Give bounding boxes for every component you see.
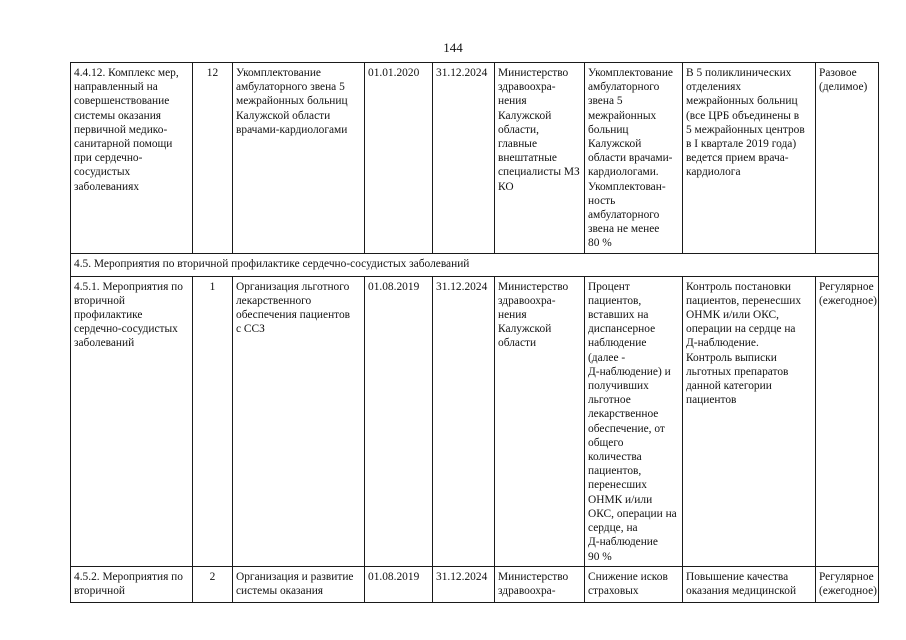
cell-start-date [365, 566, 433, 602]
cell-type [816, 566, 879, 602]
cell-text-line: (все ЦРБ объединены в [686, 109, 800, 122]
cell-text-line: 31.12.2024 [436, 570, 488, 583]
cell-text-line: профилактике [74, 309, 143, 322]
cell-text-line: при сердечно- [74, 152, 143, 165]
table-row [71, 276, 879, 566]
cell-text-line: 80 % [588, 237, 612, 250]
cell-text-line: Калужской [498, 109, 552, 122]
cell-text-line: Контроль выписки [686, 351, 777, 364]
cell-text-line: межрайонных больниц [686, 95, 798, 108]
cell-executor [495, 63, 585, 254]
cell-text-line: количества [588, 451, 642, 464]
cell-text-line: Министерство [498, 67, 569, 79]
section-title: 4.5. Мероприятия по вторичной профилактике сердечно-сосудистых заболеваний [71, 253, 879, 276]
cell-text-line: санитарной помощи [74, 138, 173, 151]
cell-text-line: области врачами- [588, 152, 673, 165]
cell-number [193, 566, 233, 602]
cell-text-line: звена не менее [588, 223, 660, 236]
cell-action [233, 63, 365, 254]
cell-text-line: Д-наблюдение [588, 536, 658, 549]
cell-action [233, 276, 365, 566]
cell-text-line: Снижение исков [588, 570, 668, 583]
cell-text-line: обеспечение, от [588, 422, 665, 435]
cell-text-line: Министерство [498, 570, 569, 583]
cell-text-line: Организация и развитие [236, 570, 354, 583]
cell-text-line: оказания медицинской [686, 584, 797, 597]
cell-text-line: (делимое) [819, 81, 868, 94]
cell-text-line: 4.4.12. Комплекс мер, [74, 67, 179, 79]
cell-text-line: вторичной [74, 294, 126, 307]
cell-indicator [585, 566, 683, 602]
cell-text-line: сердце, на [588, 522, 638, 535]
cell-indicator [585, 276, 683, 566]
cell-text-line: пациентов, [588, 294, 642, 307]
cell-text-line: 4.5.2. Мероприятия по [74, 570, 183, 583]
cell-number [193, 63, 233, 254]
cell-text-line: общего [588, 436, 624, 449]
cell-text-line: Укомплектование [588, 67, 673, 79]
cell-text-line: Калужской [498, 323, 552, 336]
cell-text-line: сосудистых [74, 166, 131, 179]
cell-text-line: (ежегодное) [819, 584, 877, 597]
cell-text-line: 12 [206, 67, 219, 79]
cell-action [233, 566, 365, 602]
cell-text-line: получивших [588, 380, 649, 393]
cell-text-line: здравоохра- [498, 81, 556, 94]
cell-result [683, 276, 816, 566]
cell-end-date [433, 566, 495, 602]
cell-text-line: страховых [588, 584, 639, 597]
cell-text-line: совершенствование [74, 95, 170, 108]
cell-text-line: амбулаторного звена 5 [236, 81, 345, 94]
cell-text-line: больниц [588, 123, 629, 136]
cell-text-line: 5 межрайонных центров [686, 123, 805, 136]
cell-text-line: Контроль постановки [686, 280, 792, 293]
cell-result [683, 63, 816, 254]
cell-text-line: Министерство [498, 280, 569, 293]
cell-text-line: нения [498, 95, 527, 108]
cell-text-line: врачами-кардиологами [236, 123, 348, 136]
cell-text-line: сердечно-сосудистых [74, 323, 178, 336]
cell-text-line: перенесших [588, 479, 647, 492]
cell-text-line: Укомплектование [236, 67, 321, 79]
cell-text-line: заболеваниях [74, 180, 140, 193]
cell-text-line: межрайонных больниц [236, 95, 348, 108]
measures-table [70, 62, 879, 603]
cell-text-line: межрайонных [588, 109, 657, 122]
cell-text-line: льготное [588, 394, 631, 407]
cell-text-line: 31.12.2024 [436, 67, 488, 79]
cell-text-line: 01.08.2019 [368, 570, 420, 583]
cell-text-line: вторичной [74, 584, 126, 597]
cell-text-line: наблюдение [588, 337, 647, 350]
cell-start-date [365, 276, 433, 566]
cell-text-line: ность [588, 194, 616, 207]
cell-text-line: операции на сердце на [686, 323, 796, 336]
cell-measure-name [71, 63, 193, 254]
cell-text-line: здравоохра- [498, 584, 556, 597]
cell-text-line: кардиологами. [588, 166, 659, 179]
cell-text-line: Калужской [588, 138, 642, 151]
cell-text-line: ОКС, операции на [588, 507, 677, 520]
cell-text-line: внештатные [498, 152, 557, 165]
cell-text-line: амбулаторного [588, 81, 660, 94]
cell-measure-name [71, 276, 193, 566]
cell-text-line: 01.01.2020 [368, 67, 420, 79]
cell-text-line: 90 % [588, 550, 612, 563]
cell-text-line: главные [498, 138, 538, 151]
cell-text-line: пациентов [686, 394, 737, 407]
cell-text-line: системы оказания [236, 584, 324, 597]
cell-text-line: здравоохра- [498, 294, 556, 307]
cell-text-line: Регулярное [819, 570, 874, 583]
cell-text-line: амбулаторного [588, 209, 660, 222]
cell-text-line: данной категории [686, 380, 772, 393]
cell-text-line: ОНМК и/или ОКС, [686, 309, 779, 322]
cell-text-line: в I квартале 2019 года) [686, 138, 797, 151]
cell-text-line: Регулярное [819, 280, 874, 293]
cell-text-line: области, [498, 123, 539, 136]
cell-text-line: Д-наблюдение) и [588, 365, 671, 378]
cell-text-line: отделениях [686, 81, 742, 94]
cell-text-line: 4.5.1. Мероприятия по [74, 280, 183, 293]
cell-text-line: с ССЗ [236, 323, 265, 336]
cell-text-line: пациентов, перенесших [686, 294, 802, 307]
cell-text-line: Процент [588, 280, 630, 293]
cell-text-line: нения [498, 309, 527, 322]
cell-text-line: лекарственное [588, 408, 659, 421]
cell-text-line: направленный на [74, 81, 158, 94]
cell-text-line: Укомплектован- [588, 180, 666, 193]
cell-text-line: Калужской области [236, 109, 331, 122]
cell-text-line: Разовое [819, 67, 857, 79]
cell-text-line: заболеваний [74, 337, 135, 350]
cell-indicator [585, 63, 683, 254]
cell-text-line: льготных препаратов [686, 365, 789, 378]
cell-end-date [433, 276, 495, 566]
table-row [71, 566, 879, 602]
cell-text-line: (ежегодное) [819, 294, 877, 307]
cell-text-line: системы оказания [74, 109, 162, 122]
cell-text-line: КО [498, 180, 514, 193]
cell-text-line: Д-наблюдение. [686, 337, 759, 350]
cell-text-line: первичной медико- [74, 123, 168, 136]
cell-text-line: ОНМК и/или [588, 493, 653, 506]
cell-text-line: 01.08.2019 [368, 280, 420, 293]
cell-text-line: обеспечения пациентов [236, 309, 351, 322]
cell-text-line: 1 [209, 280, 216, 293]
cell-text-line: диспансерное [588, 323, 656, 336]
page-number: 144 [443, 40, 463, 55]
table-row [71, 63, 879, 254]
cell-text-line: 31.12.2024 [436, 280, 488, 293]
cell-text-line: ведется прием врача- [686, 152, 789, 165]
cell-text-line: вставших на [588, 309, 649, 322]
section-row [71, 253, 879, 276]
cell-text-line: Повышение качества [686, 570, 789, 583]
cell-number [193, 276, 233, 566]
cell-text-line: Организация льготного [236, 280, 350, 293]
cell-text-line: В 5 поликлинических [686, 67, 792, 79]
cell-text-line: пациентов, [588, 465, 642, 478]
cell-text-line: кардиолога [686, 166, 741, 179]
cell-measure-name [71, 566, 193, 602]
cell-start-date [365, 63, 433, 254]
cell-executor [495, 276, 585, 566]
cell-text-line: звена 5 [588, 95, 623, 108]
cell-end-date [433, 63, 495, 254]
cell-text-line: 2 [209, 570, 216, 583]
cell-type [816, 276, 879, 566]
cell-text-line: специалисты МЗ [498, 166, 580, 179]
cell-text-line: (далее - [588, 351, 626, 364]
cell-result [683, 566, 816, 602]
cell-executor [495, 566, 585, 602]
cell-text-line: области [498, 337, 537, 350]
cell-type [816, 63, 879, 254]
cell-text-line: лекарственного [236, 294, 312, 307]
